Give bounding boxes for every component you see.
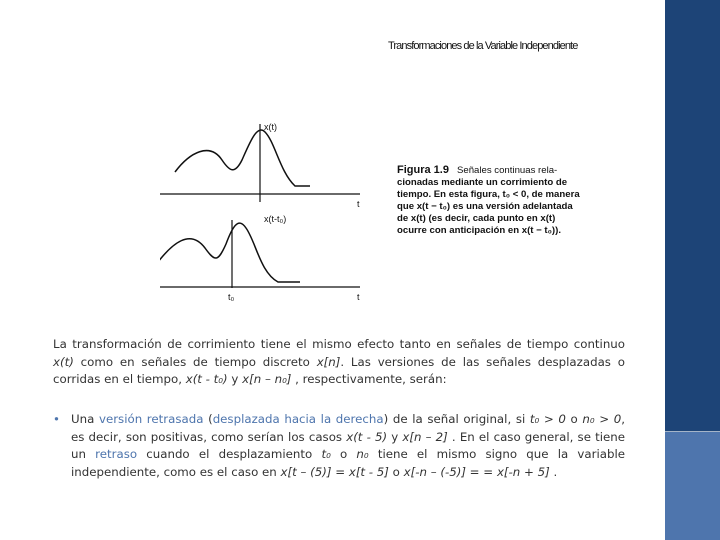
caption-figure-label: Figura 1.9 bbox=[397, 164, 449, 176]
slide-title: Transformaciones de la Variable Independiente bbox=[388, 40, 578, 52]
signal-figure bbox=[160, 112, 370, 308]
bottom-signal-curve bbox=[160, 223, 300, 282]
caption-line-4: de x(t) (es decir, cada punto en x(t) bbox=[397, 213, 556, 224]
bullet-dot-icon: • bbox=[53, 412, 60, 426]
caption-line-2: tiempo. En esta figura, t₀ < 0, de manera bbox=[397, 189, 580, 200]
sidebar-lower-block bbox=[665, 432, 720, 540]
top-xlabel: t bbox=[357, 199, 360, 209]
bullet-item bbox=[53, 411, 625, 481]
bullet-text: Una versión retrasada (desplazada hacia la derecha) de la señal original, si t₀ > 0 o n₀ > 0, es decir, son positivas, como serían los casos x(t - 5) y x[n – 2] . En el caso general, se tiene un retraso cuando el desplazamiento t₀ o n₀ tiene el mismo signo que la variable independiente, como es el caso en x[t – (5)] = x[t - 5] o x[-n – (-5)] = = x[-n + 5] . bbox=[71, 412, 625, 479]
bottom-xlabel: t bbox=[357, 292, 360, 302]
top-ylabel: x(t) bbox=[264, 122, 277, 132]
body-paragraph: La transformación de corrimiento tiene el mismo efecto tanto en señales de tiempo continuo x(t) como en señales de tiempo discreto x[n]. Las versiones de las señales desplazadas o corridas en el tiempo, x(t - t₀) y x[n – n₀] , respectivamente, serán: bbox=[53, 337, 625, 386]
caption-line-0: Figura 1.9 Señales continuas rela- bbox=[397, 164, 558, 176]
caption-line-3: que x(t − t₀) es una versión adelantada bbox=[397, 201, 573, 212]
t0-label: t₀ bbox=[228, 292, 235, 302]
caption-line-5: ocurre con anticipación en x(t − t₀)). bbox=[397, 225, 561, 236]
bottom-ylabel: x(t-t₀) bbox=[264, 214, 287, 224]
top-signal-curve bbox=[175, 130, 310, 186]
figure-caption bbox=[397, 164, 589, 254]
caption-line-1: cionadas mediante un corrimiento de bbox=[397, 177, 568, 188]
